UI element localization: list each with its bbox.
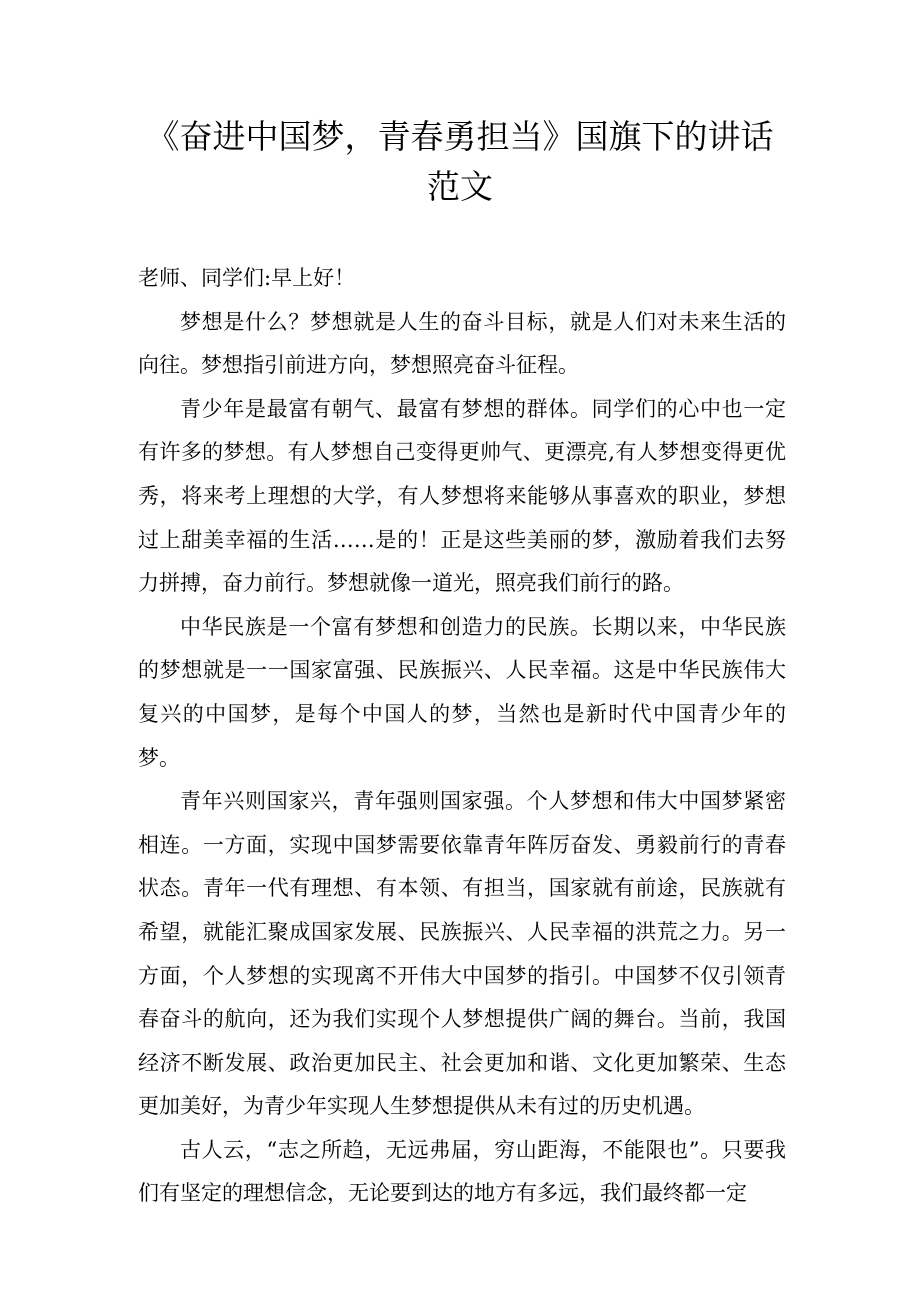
paragraph-4: 青年兴则国家兴，青年强则国家强。个人梦想和伟大中国梦紧密相连。一方面，实现中国梦需要依靠青年阵厉奋发、勇毅前行的青春状态。青年一代有理想、有本领、有担当，国家就有前途，民族就有希望，就能汇聚成国家发展、民族振兴、人民幸福的洪荒之力。另一方面，个人梦想的实现离不开伟大中国梦的指引。中国梦不仅引领青春奋斗的航向，还为我们实现个人梦想提供广阔的舞台。当前，我国经济不断发展、政治更加民主、社会更加和谐、文化更加繁荣、生态更加美好，为青少年实现人生梦想提供从未有过的历史机遇。 [138,789,786,1119]
paragraph-2: 青少年是最富有朝气、最富有梦想的群体。同学们的心中也一定有许多的梦想。有人梦想自己变得更帅气、更漂亮,有人梦想变得更优秀，将来考上理想的大学，有人梦想将来能够从事喜欢的职业，梦想过上甜美幸福的生活……是的！正是这些美丽的梦，激励着我们去努力拼搏，奋力前行。梦想就像一道光，照亮我们前行的路。 [138,396,786,596]
title-line-1: 《奋进中国梦，青春勇担当》国旗下的讲话 [146,117,774,156]
paragraph-5: 古人云，“志之所趋，无远弗届，穷山距海，不能限也”。只要我们有坚定的理想信念，无论要到达的地方有多远，我们最终都一定 [138,1137,786,1206]
paragraph-1: 梦想是什么？梦想就是人生的奋斗目标，就是人们对未来生活的向往。梦想指引前进方向，梦想照亮奋斗征程。 [138,309,786,378]
greeting: 老师、同学们:早上好！ [138,266,356,290]
document-body [138,257,786,1216]
document-title [120,112,800,212]
title-line-2: 范文 [427,167,493,206]
paragraph-3: 中华民族是一个富有梦想和创造力的民族。长期以来，中华民族的梦想就是一一国家富强、民族振兴、人民幸福。这是中华民族伟大复兴的中国梦，是每个中国人的梦，当然也是新时代中国青少年的梦。 [138,614,786,770]
